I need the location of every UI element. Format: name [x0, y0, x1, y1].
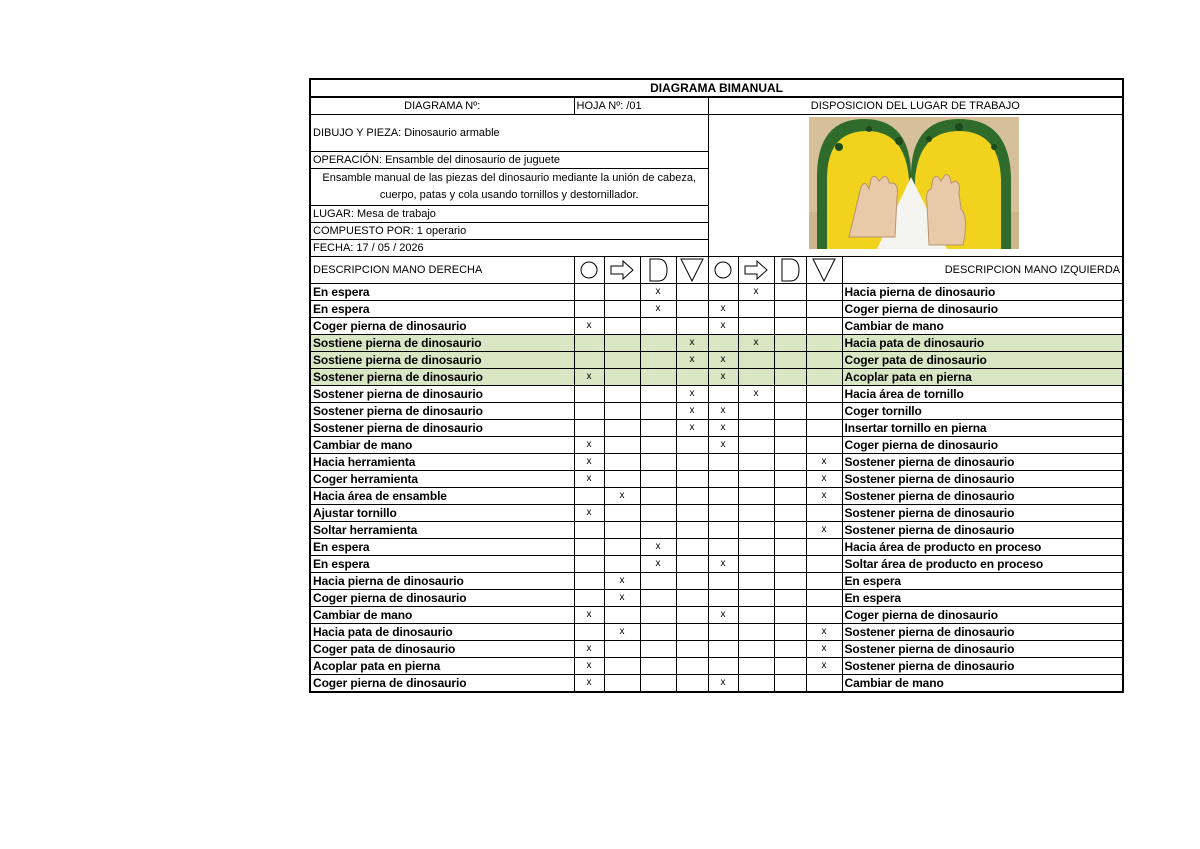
right-storage-mark — [676, 488, 708, 505]
table-row — [310, 556, 1123, 573]
left-storage-mark: x — [806, 624, 842, 641]
left-hand-activity: Sostener pierna de dinosaurio — [842, 454, 1123, 471]
right-transport-mark — [604, 403, 640, 420]
right-delay-mark — [640, 505, 676, 522]
right-delay-mark — [640, 437, 676, 454]
right-storage-mark — [676, 539, 708, 556]
right-transport-mark — [604, 386, 640, 403]
left-hand-activity: Sostener pierna de dinosaurio — [842, 488, 1123, 505]
right-delay-mark — [640, 352, 676, 369]
right-transport-mark — [604, 301, 640, 318]
left-delay-mark — [774, 556, 806, 573]
right-hand-activity: En espera — [310, 301, 574, 318]
left-operation-mark — [708, 573, 738, 590]
left-delay-mark — [774, 488, 806, 505]
left-operation-mark: x — [708, 437, 738, 454]
left-delay-mark — [774, 471, 806, 488]
table-row — [310, 318, 1123, 335]
right-delay-mark — [640, 454, 676, 471]
left-delay-mark — [774, 675, 806, 693]
right-delay-mark — [640, 488, 676, 505]
left-hand-activity: Coger pata de dinosaurio — [842, 352, 1123, 369]
right-delay-mark — [640, 335, 676, 352]
right-storage-mark: x — [676, 403, 708, 420]
right-delay-mark — [640, 386, 676, 403]
left-storage-mark: x — [806, 454, 842, 471]
left-hand-activity: Sostener pierna de dinosaurio — [842, 522, 1123, 539]
right-hand-activity: Sostener pierna de dinosaurio — [310, 369, 574, 386]
left-hand-activity: Sostener pierna de dinosaurio — [842, 505, 1123, 522]
right-transport-mark — [604, 369, 640, 386]
left-delay-mark — [774, 318, 806, 335]
left-transport-mark: x — [738, 335, 774, 352]
left-storage-mark: x — [806, 641, 842, 658]
right-storage-mark — [676, 573, 708, 590]
right-storage-mark — [676, 437, 708, 454]
left-hand-activity: Cambiar de mano — [842, 675, 1123, 693]
table-row — [310, 590, 1123, 607]
left-operation-mark: x — [708, 607, 738, 624]
right-delay-mark — [640, 675, 676, 693]
right-hand-activity: Sostiene pierna de dinosaurio — [310, 352, 574, 369]
right-delay-mark — [640, 624, 676, 641]
left-operation-mark — [708, 658, 738, 675]
left-transport-mark — [738, 471, 774, 488]
left-operation-mark — [708, 539, 738, 556]
right-transport-mark — [604, 641, 640, 658]
operation-description: Ensamble manual de las piezas del dinosaurio mediante la unión de cabeza, cuerpo, patas y cola usando tornillos y destornillador. — [310, 169, 708, 206]
right-hand-activity: Sostiene pierna de dinosaurio — [310, 335, 574, 352]
left-hand-activity: Coger pierna de dinosaurio — [842, 301, 1123, 318]
right-operation-mark: x — [574, 437, 604, 454]
left-hand-activity: Soltar área de producto en proceso — [842, 556, 1123, 573]
left-delay-mark — [774, 590, 806, 607]
right-operation-mark — [574, 352, 604, 369]
left-storage-mark — [806, 403, 842, 420]
left-hand-activity: Coger tornillo — [842, 403, 1123, 420]
table-row — [310, 335, 1123, 352]
right-operation-mark — [574, 403, 604, 420]
table-row — [310, 437, 1123, 454]
left-transport-mark: x — [738, 284, 774, 301]
delay-d-icon — [774, 257, 806, 284]
right-delay-mark — [640, 403, 676, 420]
left-storage-mark — [806, 539, 842, 556]
table-row — [310, 505, 1123, 522]
right-storage-mark — [676, 318, 708, 335]
right-transport-mark — [604, 675, 640, 693]
right-operation-mark: x — [574, 658, 604, 675]
left-storage-mark — [806, 301, 842, 318]
left-transport-mark — [738, 369, 774, 386]
right-operation-mark — [574, 522, 604, 539]
left-storage-mark — [806, 505, 842, 522]
right-storage-mark — [676, 369, 708, 386]
left-hand-activity: Acoplar pata en pierna — [842, 369, 1123, 386]
left-operation-mark — [708, 471, 738, 488]
left-storage-mark: x — [806, 488, 842, 505]
left-operation-mark: x — [708, 369, 738, 386]
table-row — [310, 284, 1123, 301]
table-row — [310, 624, 1123, 641]
right-operation-mark: x — [574, 675, 604, 693]
table-row — [310, 471, 1123, 488]
right-hand-activity: En espera — [310, 284, 574, 301]
left-storage-mark — [806, 335, 842, 352]
right-storage-mark — [676, 454, 708, 471]
right-transport-mark — [604, 335, 640, 352]
left-storage-mark — [806, 590, 842, 607]
right-transport-mark: x — [604, 573, 640, 590]
left-transport-mark — [738, 590, 774, 607]
right-hand-activity: Ajustar tornillo — [310, 505, 574, 522]
right-operation-mark — [574, 539, 604, 556]
operation-field: OPERACIÓN: Ensamble del dinosaurio de juguete — [310, 152, 708, 169]
right-hand-activity: Soltar herramienta — [310, 522, 574, 539]
table-row — [310, 539, 1123, 556]
workplace-illustration — [809, 117, 1019, 249]
left-transport-mark — [738, 573, 774, 590]
left-hand-activity: Insertar tornillo en pierna — [842, 420, 1123, 437]
right-transport-mark: x — [604, 624, 640, 641]
left-storage-mark — [806, 318, 842, 335]
left-transport-mark — [738, 624, 774, 641]
right-hand-activity: Hacia área de ensamble — [310, 488, 574, 505]
right-operation-mark: x — [574, 641, 604, 658]
right-hand-activity: En espera — [310, 539, 574, 556]
diagram-number-label: DIAGRAMA Nº: — [310, 97, 574, 115]
left-transport-mark — [738, 420, 774, 437]
left-transport-mark — [738, 488, 774, 505]
right-hand-activity: Hacia pierna de dinosaurio — [310, 573, 574, 590]
left-transport-mark — [738, 403, 774, 420]
left-operation-mark — [708, 505, 738, 522]
right-hand-activity: Sostener pierna de dinosaurio — [310, 420, 574, 437]
left-storage-mark: x — [806, 658, 842, 675]
left-transport-mark — [738, 607, 774, 624]
place-field: LUGAR: Mesa de trabajo — [310, 206, 708, 223]
right-operation-mark — [574, 284, 604, 301]
right-transport-mark — [604, 318, 640, 335]
left-delay-mark — [774, 454, 806, 471]
left-transport-mark — [738, 454, 774, 471]
left-delay-mark — [774, 369, 806, 386]
left-delay-mark — [774, 573, 806, 590]
left-storage-mark — [806, 420, 842, 437]
right-delay-mark — [640, 522, 676, 539]
left-delay-mark — [774, 284, 806, 301]
bimanual-table — [309, 78, 1124, 693]
right-storage-mark — [676, 675, 708, 693]
left-transport-mark — [738, 352, 774, 369]
right-operation-mark — [574, 488, 604, 505]
left-hand-activity: En espera — [842, 590, 1123, 607]
left-storage-mark — [806, 556, 842, 573]
right-operation-mark — [574, 335, 604, 352]
right-operation-mark — [574, 573, 604, 590]
left-hand-activity: Cambiar de mano — [842, 318, 1123, 335]
table-row — [310, 369, 1123, 386]
workplace-photo — [809, 117, 1019, 249]
right-delay-mark: x — [640, 284, 676, 301]
delay-d-icon — [640, 257, 676, 284]
right-transport-mark — [604, 420, 640, 437]
right-operation-mark — [574, 420, 604, 437]
right-operation-mark — [574, 301, 604, 318]
left-storage-mark — [806, 284, 842, 301]
right-delay-mark — [640, 641, 676, 658]
right-delay-mark — [640, 590, 676, 607]
left-hand-activity: Hacia área de tornillo — [842, 386, 1123, 403]
right-storage-mark: x — [676, 335, 708, 352]
right-delay-mark — [640, 369, 676, 386]
right-hand-activity: Cambiar de mano — [310, 437, 574, 454]
left-delay-mark — [774, 522, 806, 539]
right-transport-mark — [604, 352, 640, 369]
left-delay-mark — [774, 539, 806, 556]
right-operation-mark — [574, 624, 604, 641]
left-operation-mark: x — [708, 420, 738, 437]
table-row — [310, 573, 1123, 590]
right-hand-activity: En espera — [310, 556, 574, 573]
right-hand-activity: Sostener pierna de dinosaurio — [310, 386, 574, 403]
left-storage-mark — [806, 607, 842, 624]
left-operation-mark — [708, 454, 738, 471]
left-storage-mark — [806, 386, 842, 403]
right-operation-mark: x — [574, 369, 604, 386]
table-row — [310, 352, 1123, 369]
left-storage-mark — [806, 573, 842, 590]
left-transport-mark — [738, 539, 774, 556]
left-transport-mark — [738, 301, 774, 318]
right-delay-mark: x — [640, 539, 676, 556]
table-row — [310, 301, 1123, 318]
right-operation-mark — [574, 556, 604, 573]
right-storage-mark — [676, 556, 708, 573]
left-hand-activity: Hacia área de producto en proceso — [842, 539, 1123, 556]
left-hand-activity: Sostener pierna de dinosaurio — [842, 471, 1123, 488]
right-operation-mark: x — [574, 471, 604, 488]
table-row — [310, 454, 1123, 471]
table-row — [310, 607, 1123, 624]
right-transport-mark — [604, 658, 640, 675]
right-transport-mark — [604, 556, 640, 573]
right-transport-mark — [604, 454, 640, 471]
chart-title: DIAGRAMA BIMANUAL — [310, 79, 1123, 97]
left-operation-mark — [708, 522, 738, 539]
left-operation-mark: x — [708, 352, 738, 369]
right-hand-activity: Coger pierna de dinosaurio — [310, 318, 574, 335]
left-storage-mark — [806, 369, 842, 386]
left-delay-mark — [774, 658, 806, 675]
left-delay-mark — [774, 420, 806, 437]
left-delay-mark — [774, 301, 806, 318]
right-delay-mark — [640, 573, 676, 590]
operation-circle-icon — [708, 257, 738, 284]
table-row — [310, 403, 1123, 420]
left-delay-mark — [774, 624, 806, 641]
composed-field: COMPUESTO POR: 1 operario — [310, 223, 708, 240]
left-delay-mark — [774, 386, 806, 403]
date-field: FECHA: 17 / 05 / 2026 — [310, 240, 708, 257]
right-storage-mark: x — [676, 420, 708, 437]
drawing-piece: DIBUJO Y PIEZA: Dinosaurio armable — [310, 115, 708, 152]
right-storage-mark — [676, 284, 708, 301]
left-transport-mark — [738, 556, 774, 573]
table-row — [310, 522, 1123, 539]
left-operation-mark — [708, 386, 738, 403]
right-storage-mark: x — [676, 386, 708, 403]
right-delay-mark — [640, 607, 676, 624]
right-transport-mark — [604, 437, 640, 454]
left-transport-mark — [738, 641, 774, 658]
left-storage-mark: x — [806, 471, 842, 488]
right-hand-activity: Hacia pata de dinosaurio — [310, 624, 574, 641]
right-storage-mark — [676, 658, 708, 675]
right-delay-mark — [640, 420, 676, 437]
right-hand-activity: Coger pierna de dinosaurio — [310, 675, 574, 693]
left-hand-header: DESCRIPCION MANO IZQUIERDA — [842, 257, 1123, 284]
right-operation-mark: x — [574, 505, 604, 522]
right-hand-activity: Hacia herramienta — [310, 454, 574, 471]
left-transport-mark — [738, 437, 774, 454]
right-transport-mark — [604, 505, 640, 522]
left-delay-mark — [774, 437, 806, 454]
right-operation-mark: x — [574, 454, 604, 471]
left-hand-activity: Sostener pierna de dinosaurio — [842, 624, 1123, 641]
left-operation-mark — [708, 590, 738, 607]
right-storage-mark — [676, 641, 708, 658]
left-hand-activity: En espera — [842, 573, 1123, 590]
right-storage-mark — [676, 471, 708, 488]
left-delay-mark — [774, 403, 806, 420]
left-delay-mark — [774, 641, 806, 658]
right-hand-activity: Coger pierna de dinosaurio — [310, 590, 574, 607]
right-operation-mark: x — [574, 607, 604, 624]
right-transport-mark — [604, 284, 640, 301]
right-storage-mark — [676, 607, 708, 624]
left-delay-mark — [774, 607, 806, 624]
operation-circle-icon — [574, 257, 604, 284]
right-operation-mark — [574, 590, 604, 607]
left-storage-mark — [806, 437, 842, 454]
left-operation-mark — [708, 335, 738, 352]
right-hand-activity: Cambiar de mano — [310, 607, 574, 624]
right-operation-mark: x — [574, 318, 604, 335]
right-transport-mark: x — [604, 590, 640, 607]
left-operation-mark — [708, 641, 738, 658]
right-delay-mark — [640, 658, 676, 675]
left-delay-mark — [774, 352, 806, 369]
left-transport-mark — [738, 522, 774, 539]
right-storage-mark — [676, 590, 708, 607]
left-operation-mark: x — [708, 675, 738, 693]
right-transport-mark — [604, 607, 640, 624]
left-delay-mark — [774, 335, 806, 352]
left-transport-mark: x — [738, 386, 774, 403]
left-operation-mark — [708, 284, 738, 301]
left-operation-mark: x — [708, 318, 738, 335]
left-operation-mark: x — [708, 301, 738, 318]
left-hand-activity: Sostener pierna de dinosaurio — [842, 658, 1123, 675]
left-transport-mark — [738, 318, 774, 335]
right-hand-activity: Sostener pierna de dinosaurio — [310, 403, 574, 420]
right-storage-mark — [676, 522, 708, 539]
left-transport-mark — [738, 675, 774, 693]
right-transport-mark — [604, 522, 640, 539]
table-row — [310, 488, 1123, 505]
table-row — [310, 675, 1123, 693]
workplace-layout-label: DISPOSICION DEL LUGAR DE TRABAJO — [708, 97, 1123, 115]
left-storage-mark — [806, 675, 842, 693]
storage-triangle-icon — [676, 257, 708, 284]
left-transport-mark — [738, 658, 774, 675]
right-delay-mark: x — [640, 556, 676, 573]
transport-arrow-icon — [738, 257, 774, 284]
table-row — [310, 386, 1123, 403]
left-operation-mark: x — [708, 556, 738, 573]
left-operation-mark — [708, 624, 738, 641]
transport-arrow-icon — [604, 257, 640, 284]
table-row — [310, 420, 1123, 437]
right-transport-mark: x — [604, 488, 640, 505]
right-delay-mark: x — [640, 301, 676, 318]
right-storage-mark — [676, 301, 708, 318]
right-storage-mark — [676, 624, 708, 641]
left-hand-activity: Hacia pata de dinosaurio — [842, 335, 1123, 352]
right-operation-mark — [574, 386, 604, 403]
right-hand-activity: Coger herramienta — [310, 471, 574, 488]
right-storage-mark — [676, 505, 708, 522]
left-storage-mark: x — [806, 522, 842, 539]
left-hand-activity: Coger pierna de dinosaurio — [842, 607, 1123, 624]
right-transport-mark — [604, 471, 640, 488]
left-hand-activity: Sostener pierna de dinosaurio — [842, 641, 1123, 658]
sheet-number-label: HOJA Nº: /01 — [574, 97, 708, 115]
left-storage-mark — [806, 352, 842, 369]
right-storage-mark: x — [676, 352, 708, 369]
workplace-photo-cell — [708, 115, 1123, 257]
left-operation-mark — [708, 488, 738, 505]
right-hand-activity: Acoplar pata en pierna — [310, 658, 574, 675]
right-delay-mark — [640, 318, 676, 335]
storage-triangle-icon — [806, 257, 842, 284]
right-transport-mark — [604, 539, 640, 556]
right-delay-mark — [640, 471, 676, 488]
left-hand-activity: Hacia pierna de dinosaurio — [842, 284, 1123, 301]
left-hand-activity: Coger pierna de dinosaurio — [842, 437, 1123, 454]
table-row — [310, 641, 1123, 658]
left-delay-mark — [774, 505, 806, 522]
left-transport-mark — [738, 505, 774, 522]
table-row — [310, 658, 1123, 675]
right-hand-header: DESCRIPCION MANO DERECHA — [310, 257, 574, 284]
left-operation-mark: x — [708, 403, 738, 420]
right-hand-activity: Coger pata de dinosaurio — [310, 641, 574, 658]
bimanual-chart — [309, 78, 1122, 693]
